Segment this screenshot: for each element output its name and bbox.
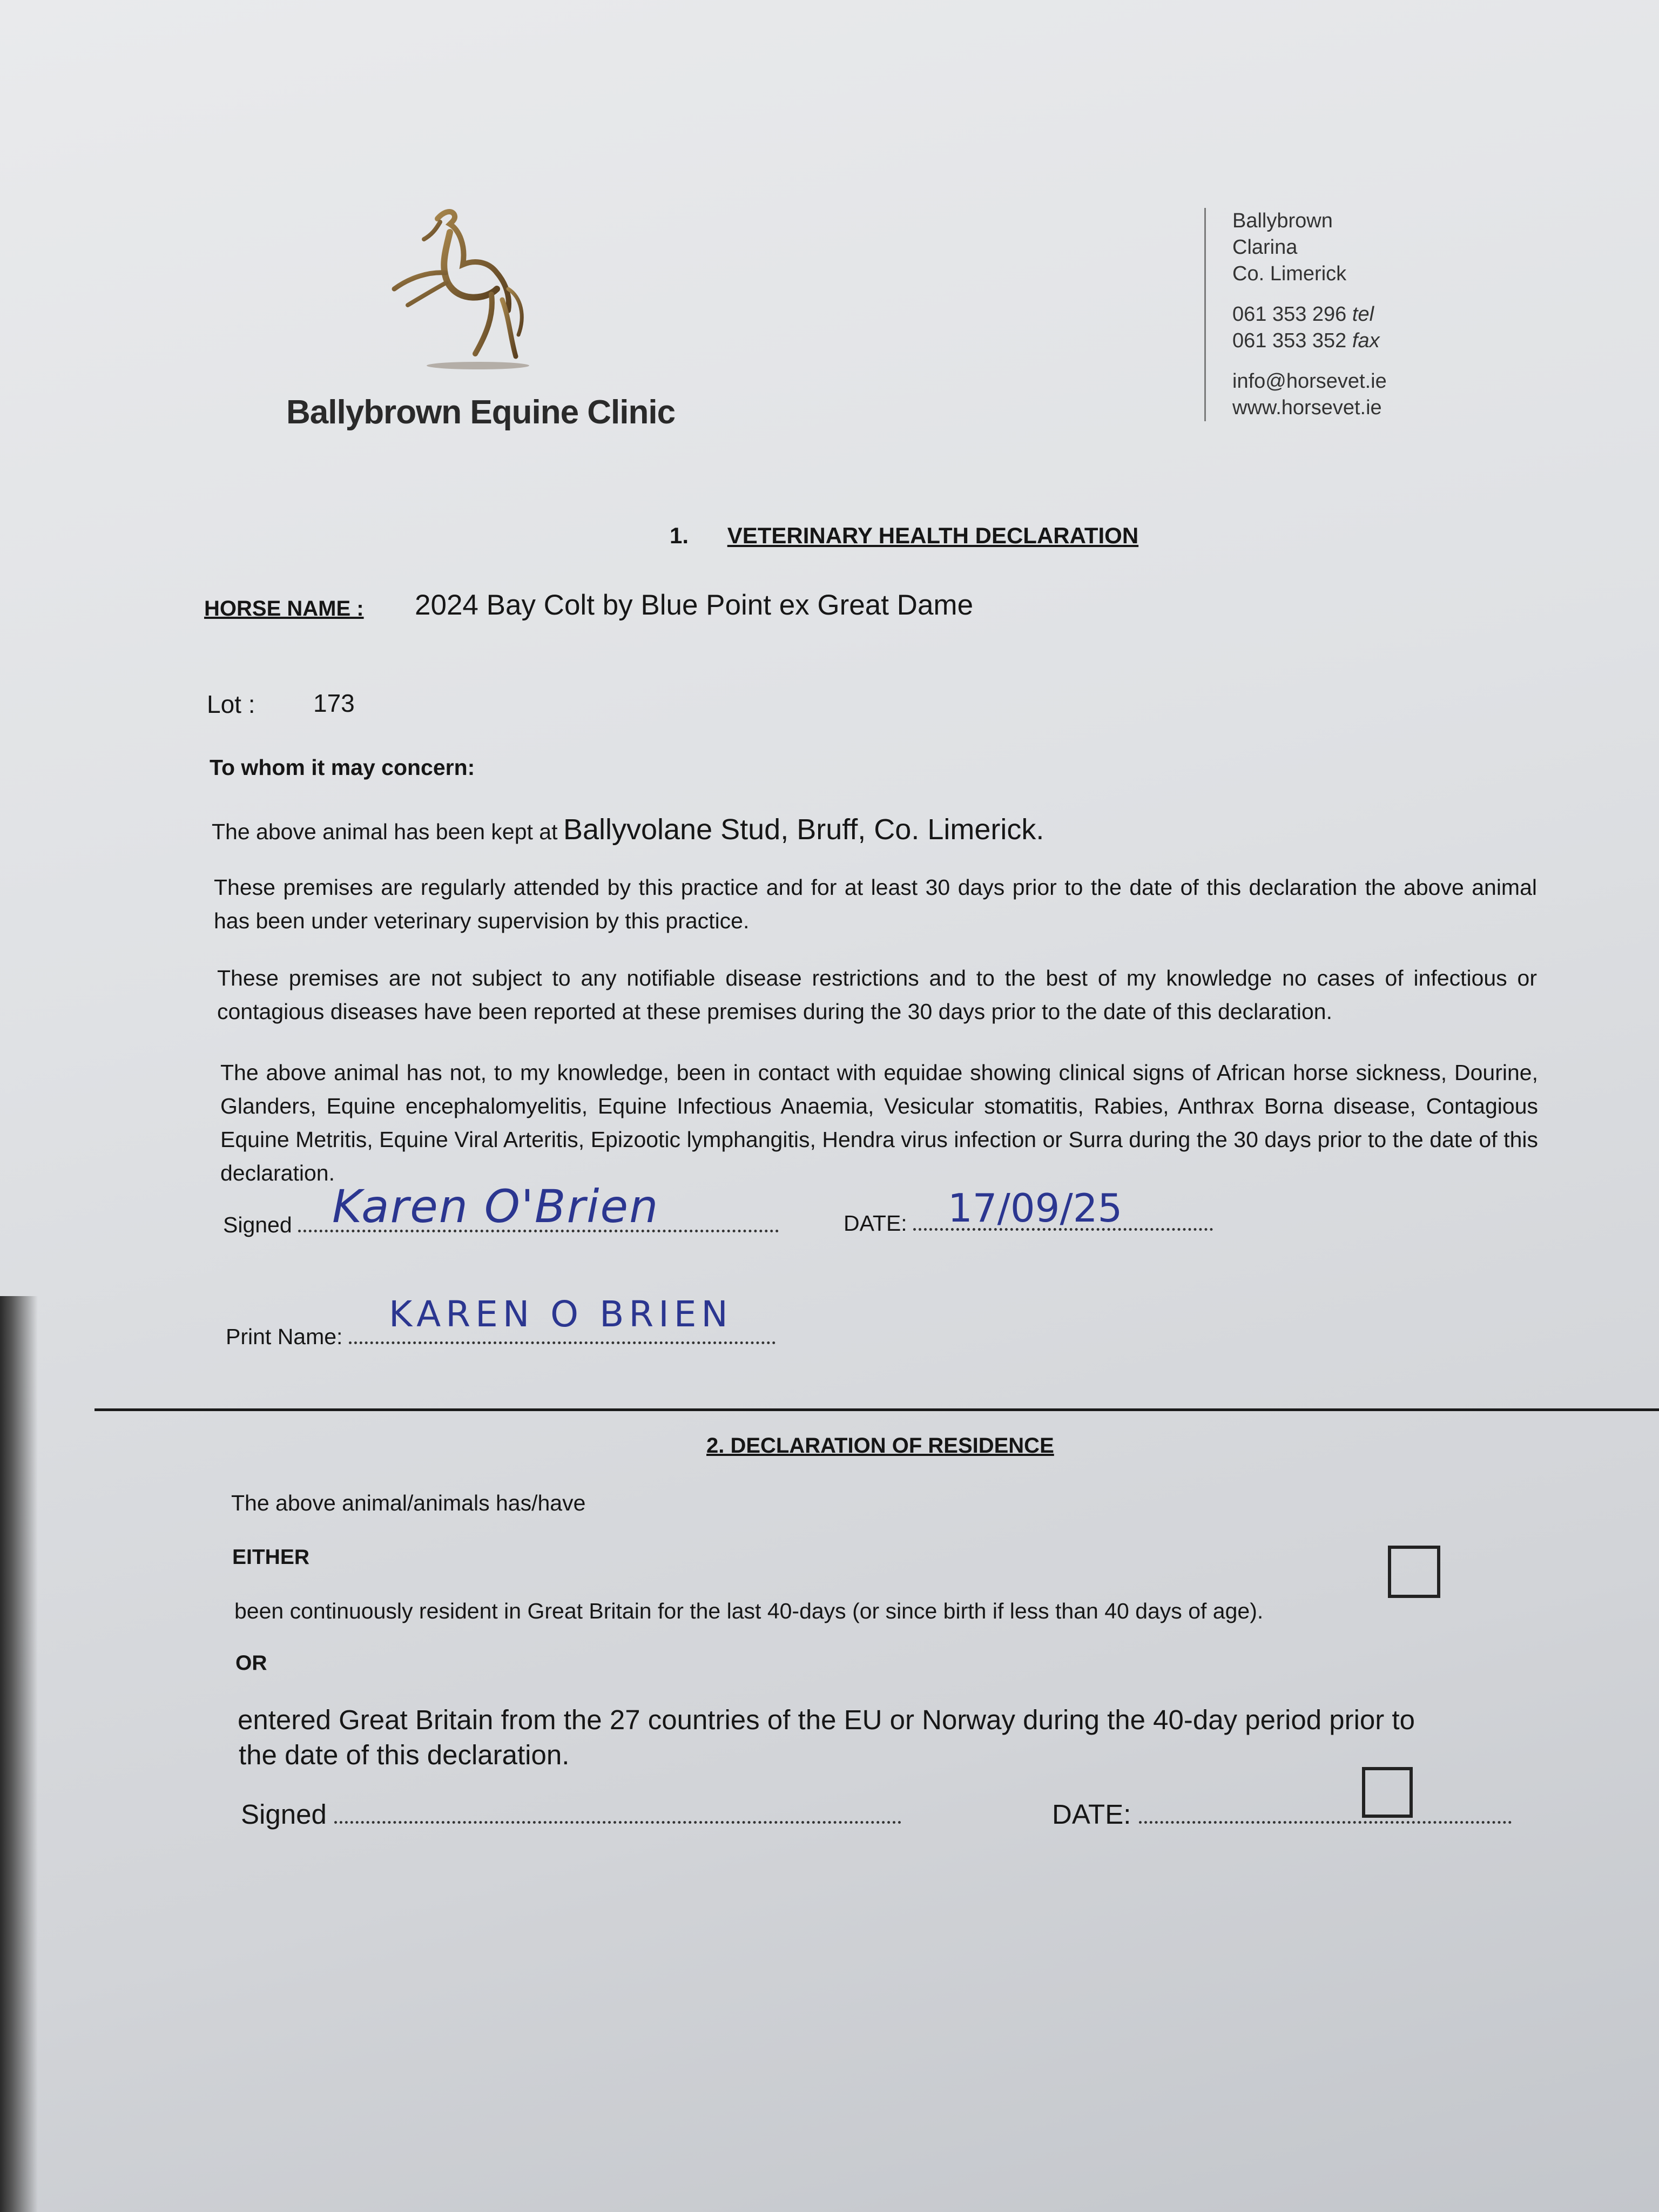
paragraph-diseases: The above animal has not, to my knowledge, been in contact with equidae showing clinical signs of African horse sickness, Dourine, Glanders, Equine encephalomyelitis, Equine Infectious Anaemia, Vesicular stomatitis, Rabies, Anthrax Borna disease, Contagious Equine Metritis, Equine Viral Arteritis, Epizootic lymphangitis, Hendra virus infection or Surra during the 30 days prior to the date of this declaration. [220,1060,1538,1185]
date-row-2 [1052,1798,1512,1830]
phone-line [1232,301,1387,328]
address-block [1232,208,1387,421]
signed-label-2: Signed [241,1799,327,1830]
address-line-2: Clarina [1232,236,1298,259]
signature-line-2 [334,1816,901,1824]
paragraph-supervision: These premises are regularly attended by this practice and for at least 30 days prior to the date of this declaration the above animal has been under veterinary supervision by this practice. [214,875,1537,933]
address-line-1: Ballybrown [1232,210,1333,232]
signed-label-1: Signed [223,1212,292,1237]
address-line-3: Co. Limerick [1232,262,1347,285]
phone-label: tel [1352,303,1374,326]
fax-label: fax [1352,329,1380,352]
fax-number: 061 353 352 [1232,329,1347,352]
print-name-value: KAREN O BRIEN [389,1293,733,1335]
section2-title: 2. DECLARATION OF RESIDENCE [706,1434,1054,1458]
date-value-1: 17/09/25 [948,1185,1123,1231]
print-name-line [349,1336,775,1344]
horse-name-label: HORSE NAME : [204,597,364,621]
or-label: OR [235,1651,267,1675]
website: www.horsevet.ie [1232,396,1382,419]
kept-at-line [212,813,1044,846]
paragraph-restrictions: These premises are not subject to any notifiable disease restrictions and to the best of my knowledge no cases of infectious or contagious diseases have been reported at these premises during the 30 days prior to the date of this declaration. [217,966,1537,1024]
address-divider [1204,208,1206,421]
section2-intro: The above animal/animals has/have [231,1491,586,1515]
option1-checkbox[interactable] [1388,1546,1440,1598]
section-divider [95,1408,1659,1411]
kept-at-location: Ballyvolane Stud, Bruff, Co. Limerick. [563,813,1044,846]
either-label: EITHER [232,1546,310,1569]
signature-1: Karen O'Brien [332,1180,659,1233]
horse-name-value: 2024 Bay Colt by Blue Point ex Great Dame [415,589,974,621]
kept-at-prefix: The above animal has been kept at [212,819,558,844]
clinic-name: Ballybrown Equine Clinic [286,394,676,431]
print-name-label: Print Name: [226,1324,343,1349]
section1-number: 1. [670,523,689,548]
clinic-logo [386,208,532,375]
signed-row-2 [241,1798,901,1830]
email: info@horsevet.ie [1232,370,1387,393]
lot-value: 173 [313,689,355,717]
fax-line [1232,328,1387,354]
date-label-1: DATE: [844,1211,907,1236]
date-line-2 [1139,1816,1512,1824]
section1-title: VETERINARY HEALTH DECLARATION [727,523,1139,548]
option2-line2: the date of this declaration. [239,1739,570,1770]
phone-number: 061 353 296 [1232,303,1347,326]
option1-text: been continuously resident in Great Britain for the last 40-days (or since birth if less than 40 days of age). [234,1599,1264,1623]
lot-label: Lot : [207,690,255,718]
option2-line1: entered Great Britain from the 27 countries of the EU or Norway during the 40-day period prior to [238,1704,1415,1735]
salutation: To whom it may concern: [210,755,475,780]
date-label-2: DATE: [1052,1799,1131,1830]
prancing-horse-logo-icon [386,208,532,375]
section1-heading [670,523,1138,549]
page-edge-shadow [0,1296,38,2212]
